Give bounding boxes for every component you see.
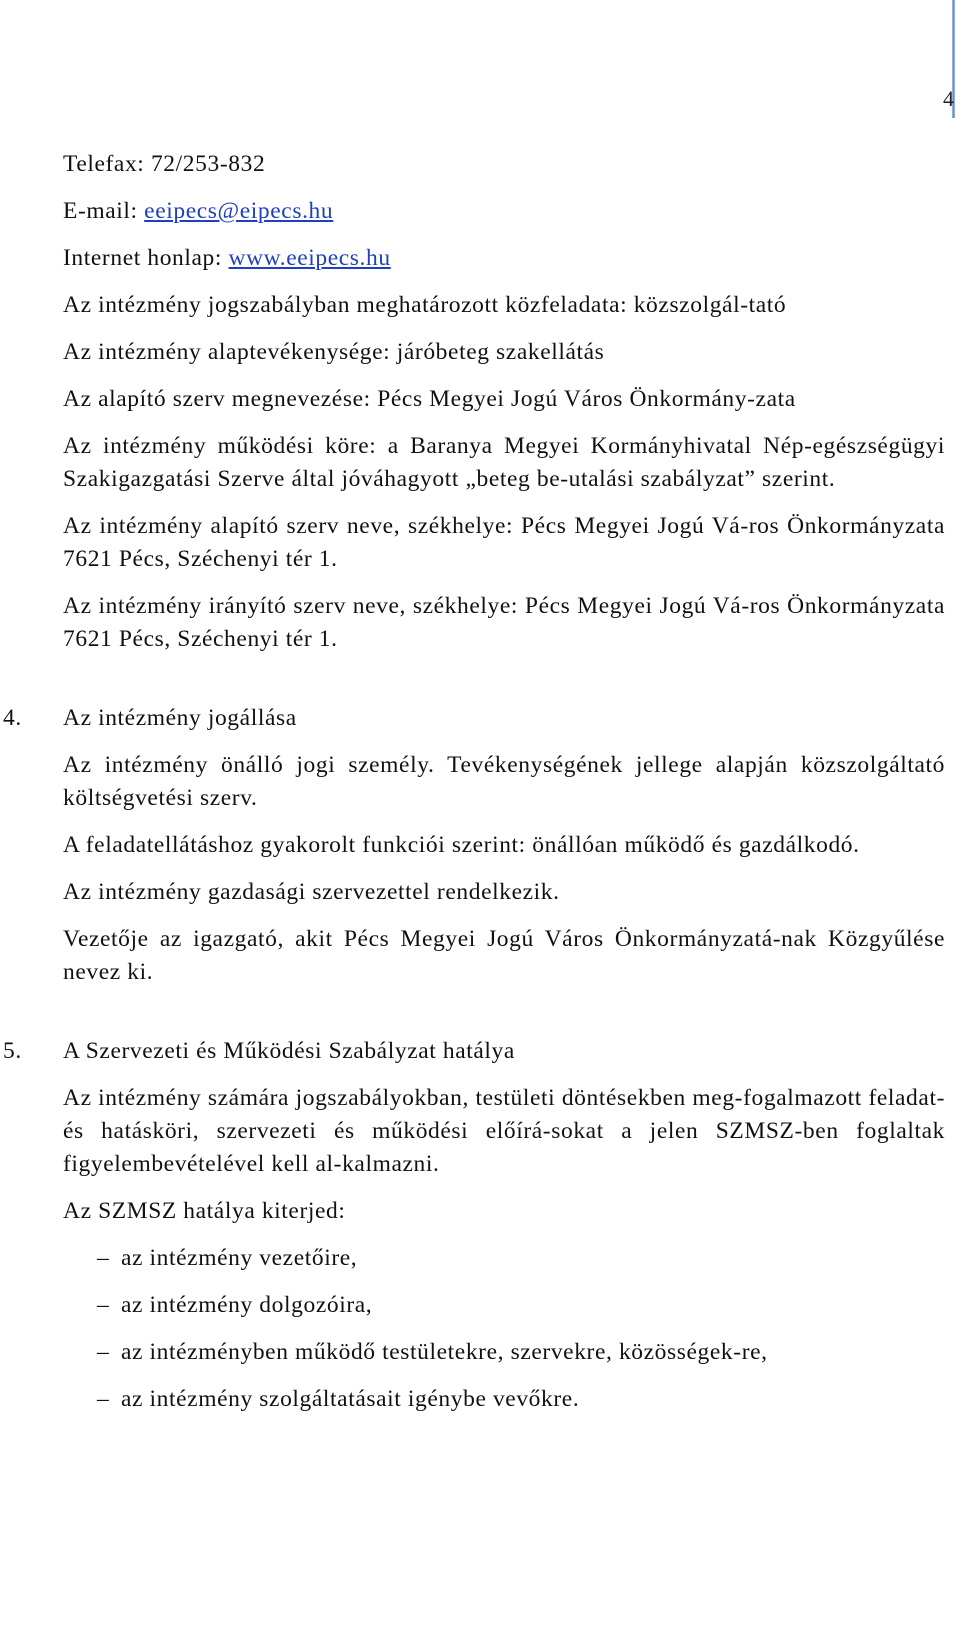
- section-5-number: 5.: [3, 1038, 22, 1064]
- telefax-value: 72/253-832: [150, 151, 266, 177]
- section-5-paragraph: Az intézmény számára jogszabályokban, testületi döntésekben meg-fogalmazott feladat- és hatásköri, szervezeti és működési előírá-sokat a jelen SZMSZ-ben foglaltak figyelembevételével kell al-kalmazni.: [63, 1085, 945, 1177]
- section-4-paragraph: Az intézmény gazdasági szervezettel rendelkezik.: [63, 879, 560, 905]
- telefax-label: Telefax:: [63, 151, 145, 177]
- info-paragraph: Az alapító szerv megnevezése: Pécs Megyei Jogú Város Önkormány-zata: [63, 386, 796, 412]
- info-paragraph: Az intézmény irányító szerv neve, székhelye: Pécs Megyei Jogú Vá-ros Önkormányzata 7621 Pécs, Széchenyi tér 1.: [63, 593, 945, 652]
- section-5-title: A Szervezeti és Működési Szabályzat hatálya: [63, 1038, 515, 1064]
- bullet-dash: –: [97, 1292, 110, 1318]
- document-page: [3, 148, 945, 1430]
- bullet-dash: –: [97, 1245, 110, 1271]
- scope-list: [63, 1242, 945, 1416]
- section-4-title: Az intézmény jogállása: [63, 705, 297, 731]
- list-item-text: az intézmény vezetőire,: [121, 1245, 358, 1271]
- bullet-dash: –: [97, 1386, 110, 1412]
- section-5-paragraph: Az SZMSZ hatálya kiterjed:: [63, 1198, 346, 1224]
- section-4-heading: [3, 702, 945, 735]
- section-4-number: 4.: [3, 705, 22, 731]
- web-line: [63, 242, 945, 275]
- list-item: [63, 1336, 945, 1369]
- info-paragraph: Az intézmény jogszabályban meghatározott közfeladata: közszolgál-tató: [63, 292, 787, 318]
- list-item: [63, 1383, 945, 1416]
- web-label: Internet honlap:: [63, 245, 223, 271]
- bullet-dash: –: [97, 1339, 110, 1365]
- email-label: E-mail:: [63, 198, 138, 224]
- info-paragraph: Az intézmény alapító szerv neve, székhelye: Pécs Megyei Jogú Vá-ros Önkormányzata 7621 Pécs, Széchenyi tér 1.: [63, 513, 945, 572]
- email-line: [63, 195, 945, 228]
- section-5-heading: [3, 1035, 945, 1068]
- list-item-text: az intézmény szolgáltatásait igénybe vevőkre.: [121, 1386, 580, 1412]
- web-link[interactable]: www.eeipecs.hu: [228, 245, 391, 271]
- list-item: [63, 1242, 945, 1275]
- section-4-paragraph: A feladatellátáshoz gyakorolt funkciói szerint: önállóan működő és gazdálkodó.: [63, 832, 860, 858]
- section-4-paragraph: Vezetője az igazgató, akit Pécs Megyei Jogú Város Önkormányzatá-nak Közgyűlése nevez ki.: [63, 926, 945, 985]
- info-paragraph: Az intézmény működési köre: a Baranya Megyei Kormányhivatal Nép-egészségügyi Szakigazgatási Szerve által jóváhagyott „beteg be-utalási szabályzat” szerint.: [63, 433, 945, 492]
- page-number: 4: [943, 86, 954, 111]
- list-item: [63, 1289, 945, 1322]
- email-link[interactable]: eeipecs@eipecs.hu: [144, 198, 334, 224]
- list-item-text: az intézmény dolgozóira,: [121, 1292, 373, 1318]
- info-paragraph: Az intézmény alaptevékenysége: járóbeteg szakellátás: [63, 339, 605, 365]
- telefax-line: [63, 148, 945, 181]
- list-item-text: az intézményben működő testületekre, szervekre, közösségek-re,: [121, 1339, 768, 1365]
- section-4-paragraph: Az intézmény önálló jogi személy. Tevékenységének jellege alapján közszolgáltató költségvetési szerv.: [63, 752, 945, 811]
